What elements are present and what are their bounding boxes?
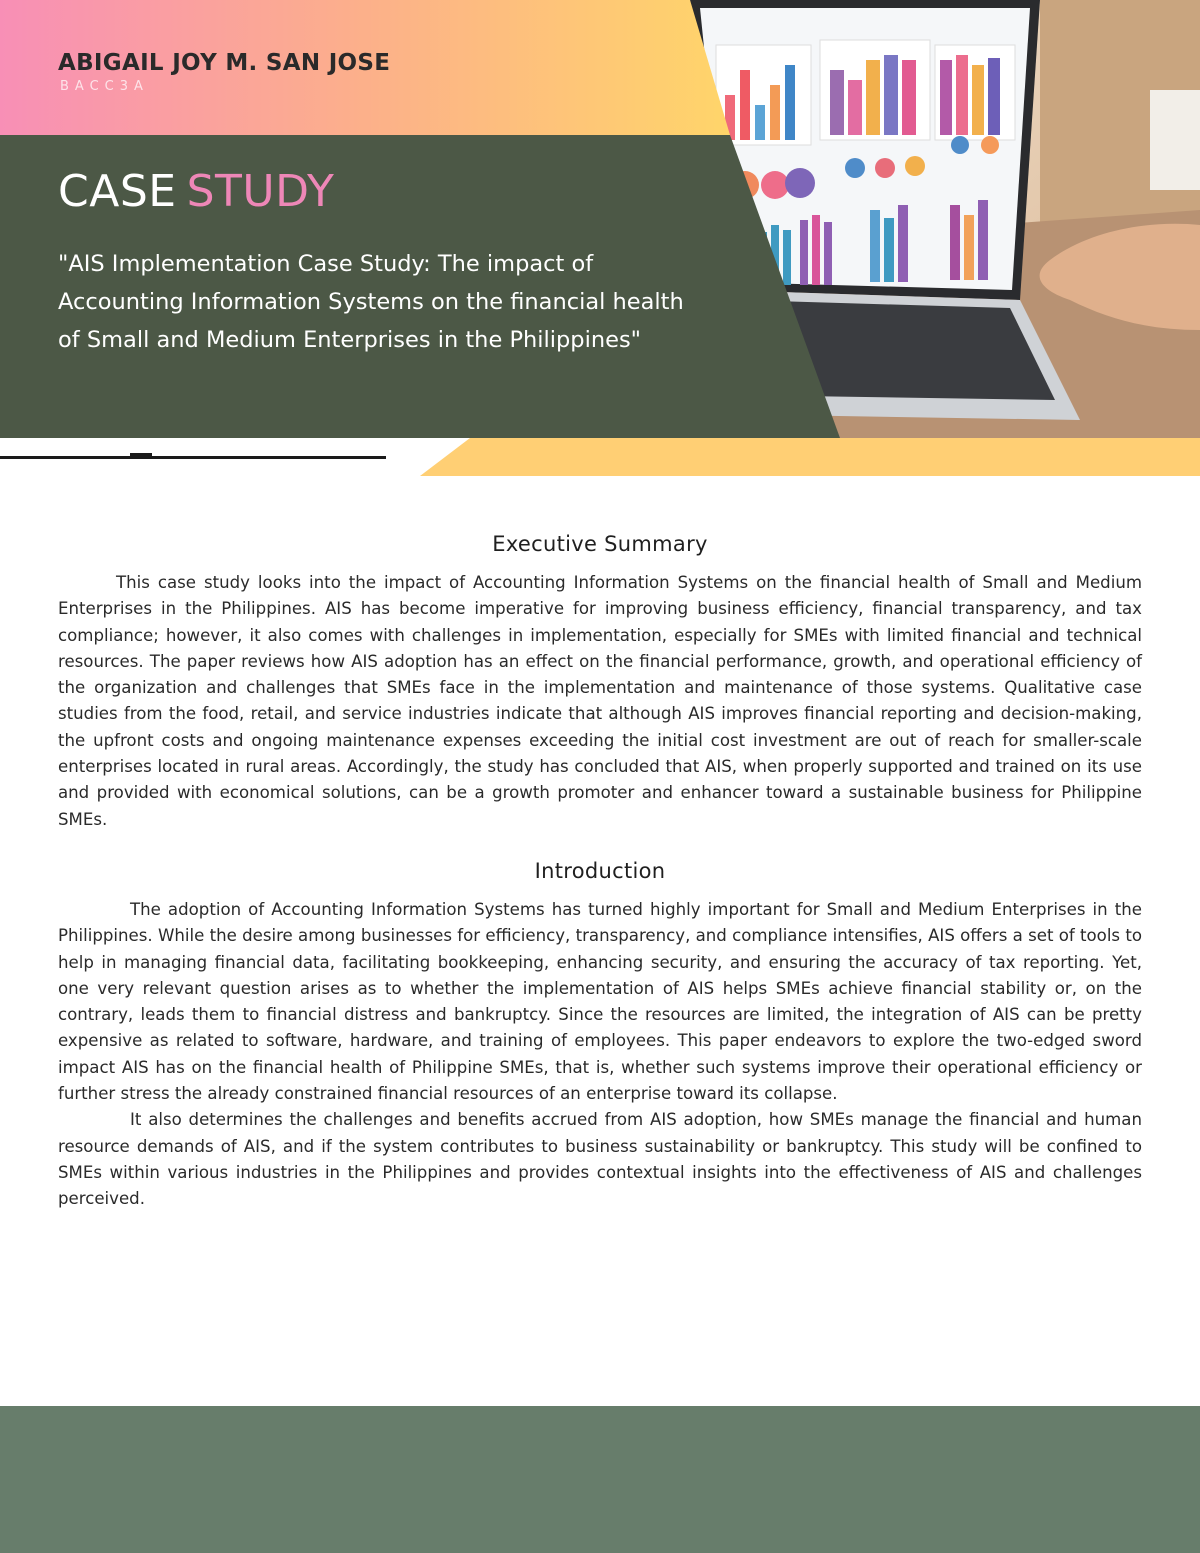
footer-band	[0, 1406, 1200, 1553]
introduction-paragraph-1: The adoption of Accounting Information Systems has turned highly important for Small and Medium Enterprises in the Philippines. While the desire among businesses for efficiency, transparency, and compliance intensifies, AIS offers a set of tools to help in managing financial data, facilitating bookkeeping, enhancing security, and ensuring the accuracy of tax reporting. Yet, one very relevant question arises as to whether the implementation of AIS helps SMEs achieve financial stability or, on the contrary, leads them to financial distress and bankruptcy. Since the resources are limited, the integration of AIS can be pretty expensive as related to software, hardware, and training of employees. This paper endeavors to explore the two-edged sword impact AIS has on the financial health of Philippine SMEs, that is, whether such systems improve their operational efficiency or further stress the already constrained financial resources of an enterprise toward its collapse.	[58, 899, 1143, 1104]
author-name: ABIGAIL JOY M. SAN JOSE	[58, 50, 391, 76]
case-study-title: "AIS Implementation Case Study: The impact of Accounting Information Systems on the financial health of Small and Medium Enterprises in the Philippines"	[58, 251, 684, 353]
introduction-heading: Introduction	[534, 858, 666, 883]
introduction-paragraph-2: It also determines the challenges and benefits accrued from AIS adoption, how SMEs manage the financial and human resource demands of AIS, and if the system contributes to business sustainability or bankruptcy. This study will be confined to SMEs within various industries in the Philippines and provides contextual insights into the effectiveness of AIS and challenges perceived.	[58, 1110, 1142, 1209]
hero-banner	[0, 0, 1200, 480]
case-study-label	[58, 166, 335, 217]
document-body	[58, 532, 1142, 1213]
divider-line	[0, 456, 386, 459]
yellow-strip	[420, 438, 1200, 476]
divider-accent	[130, 453, 152, 459]
executive-summary-heading: Executive Summary	[492, 532, 708, 556]
study-word: STUDY	[186, 166, 335, 217]
case-word: CASE	[58, 166, 177, 217]
class-section: BACC3A	[60, 79, 149, 94]
executive-summary-paragraph: This case study looks into the impact of Accounting Information Systems on the financial health of Small and Medium Enterprises in the Philippines. AIS has become imperative for improving business efficiency, financial transparency, and tax compliance; however, it also comes with challenges in implementation, especially for SMEs with limited financial and technical resources. The paper reviews how AIS adoption has an effect on the financial performance, growth, and operational efficiency of the organization and challenges that SMEs face in the implementation and maintenance of those systems. Qualitative case studies from the food, retail, and service industries indicate that although AIS improves financial reporting and decision-making, the upfront costs and ongoing maintenance expenses exceeding the initial cost investment are out of reach for smaller-scale enterprises located in rural areas. Accordingly, the study has concluded that AIS, when properly supported and trained on its use and provided with economical solutions, can be a growth promoter and enhancer toward a sustainable business for Philippine SMEs.	[58, 573, 1142, 829]
